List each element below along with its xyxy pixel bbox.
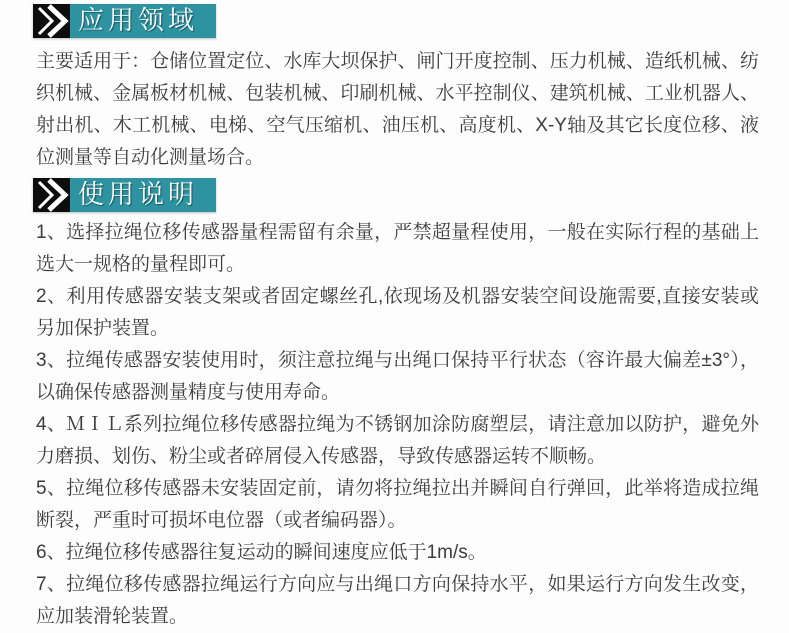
usage-item-7: 7、拉绳位移传感器拉绳运行方向应与出绳口方向保持水平，如果运行方向发生改变，应加装滑轮装置。 (36, 574, 759, 627)
usage-item-4: 4、ＭＩＬ系列拉绳位移传感器拉绳为不锈钢加涂防腐塑层，请注意加以防护，避免外力磨损、划伤、粉尘或者碎屑侵入传感器，导致传感器运转不顺畅。 (36, 414, 759, 467)
application-paragraph: 主要适用于：仓储位置定位、水库大坝保护、闸门开度控制、压力机械、造纸机械、纺织机械、金属板材机械、包装机械、印刷机械、水平控制仪、建筑机械、工业机器人、射出机、木工机械、电梯、空气压缩机、油压机、高度机、X-Y轴及其它长度位移、液位测量等自动化测量场合。 (36, 51, 759, 168)
double-chevron-right-icon (33, 178, 70, 212)
usage-item-2: 2、利用传感器安装支架或者固定螺丝孔,依现场及机器安装空间设施需要,直接安装或另加保护装置。 (36, 286, 759, 339)
usage-item-5: 5、拉绳位移传感器未安装固定前，请勿将拉绳拉出并瞬间自行弹回，此举将造成拉绳断裂，严重时可损坏电位器（或者编码器）。 (36, 478, 759, 531)
usage-instructions-list (36, 217, 759, 633)
usage-item-1: 1、选择拉绳位移传感器量程需留有余量，严禁超量程使用，一般在实际行程的基础上选大一规格的量程即可。 (36, 222, 759, 275)
section-title-usage: 使用说明 (70, 178, 216, 212)
section-title-application: 应用领域 (70, 4, 216, 38)
usage-item-3: 3、拉绳传感器安装使用时，须注意拉绳与出绳口保持平行状态（容许最大偏差±3°），以确保传感器测量精度与使用寿命。 (36, 350, 759, 403)
section-header-application (33, 4, 216, 38)
double-chevron-right-icon (33, 4, 70, 38)
usage-item-6: 6、拉绳位移传感器往复运动的瞬间速度应低于1m/s。 (36, 542, 487, 563)
section-header-usage (33, 178, 216, 212)
